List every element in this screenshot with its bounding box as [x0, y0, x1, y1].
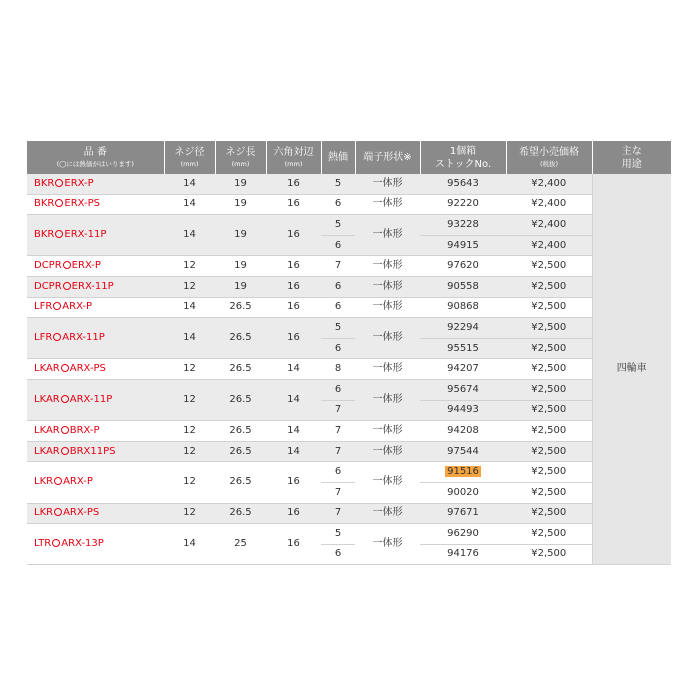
header-row	[27, 141, 671, 174]
part-number	[27, 276, 164, 297]
table-row	[27, 524, 671, 545]
part-number	[27, 524, 164, 565]
stock-number-value: 95643	[447, 177, 479, 189]
part-suffix: ERX-11P	[64, 229, 107, 241]
stock-number: 95515	[420, 338, 506, 359]
part-number	[27, 318, 164, 359]
part-prefix: DCPR	[34, 260, 62, 272]
table-row	[27, 194, 671, 215]
price: ¥2,500	[506, 482, 592, 503]
part-suffix: ARX-11P	[69, 394, 113, 406]
heat-range-placeholder-icon	[55, 230, 63, 238]
table-row	[27, 359, 671, 380]
hex-size: 16	[266, 297, 321, 318]
part-prefix: LKAR	[34, 394, 60, 406]
stock-number: 94493	[420, 400, 506, 421]
terminal-shape: 一体形	[355, 421, 420, 442]
part-prefix: DCPR	[34, 280, 62, 292]
header-main-use: 主な 用途	[592, 141, 671, 174]
thread-diameter: 12	[164, 503, 215, 524]
stock-number	[420, 276, 506, 297]
stock-number	[420, 379, 506, 400]
header-thread-length: ネジ長 (mm)	[215, 141, 266, 174]
price: ¥2,400	[506, 174, 592, 194]
thread-diameter: 12	[164, 462, 215, 503]
thread-diameter: 12	[164, 359, 215, 380]
price: ¥2,500	[506, 318, 592, 339]
heat-range: 6	[321, 235, 355, 256]
stock-number	[420, 359, 506, 380]
stock-number-value: 95674	[447, 383, 479, 395]
price: ¥2,400	[506, 215, 592, 236]
price: ¥2,500	[506, 400, 592, 421]
stock-number	[420, 256, 506, 277]
terminal-shape: 一体形	[355, 359, 420, 380]
header-price: 希望小売価格 (税抜)	[506, 141, 592, 174]
part-number	[27, 379, 164, 420]
table-row	[27, 503, 671, 524]
thread-length: 25	[215, 524, 266, 565]
header-part-no: 品 番 (◯には熱価がはいります)	[27, 141, 164, 174]
header-thread-diameter: ネジ径 (mm)	[164, 141, 215, 174]
stock-number-value: 97671	[447, 507, 479, 519]
part-suffix: ERX-P	[64, 177, 94, 189]
spark-plug-spec-table	[27, 141, 671, 565]
heat-range: 7	[321, 400, 355, 421]
heat-range-placeholder-icon	[54, 477, 62, 485]
terminal-shape: 一体形	[355, 297, 420, 318]
table-row	[27, 276, 671, 297]
part-prefix: LKAR	[34, 424, 60, 436]
terminal-shape: 一体形	[355, 256, 420, 277]
heat-range-placeholder-icon	[52, 539, 60, 547]
part-number	[27, 462, 164, 503]
heat-range-placeholder-icon	[61, 447, 69, 455]
heat-range-placeholder-icon	[63, 282, 71, 290]
table-row	[27, 256, 671, 277]
heat-range: 6	[321, 194, 355, 215]
header-heat-range: 熱価	[321, 141, 355, 174]
thread-length: 19	[215, 194, 266, 215]
stock-number	[420, 421, 506, 442]
table-row	[27, 174, 671, 194]
hex-size: 14	[266, 441, 321, 462]
part-number	[27, 503, 164, 524]
thread-diameter: 14	[164, 174, 215, 194]
heat-range: 6	[321, 297, 355, 318]
stock-number-value: 97544	[447, 445, 479, 457]
price: ¥2,500	[506, 503, 592, 524]
thread-length: 26.5	[215, 441, 266, 462]
terminal-shape: 一体形	[355, 379, 420, 420]
price: ¥2,500	[506, 544, 592, 565]
stock-number	[420, 524, 506, 545]
part-number	[27, 256, 164, 277]
part-suffix: ERX-11P	[71, 280, 114, 292]
part-prefix: LKR	[34, 507, 54, 519]
price: ¥2,400	[506, 194, 592, 215]
price: ¥2,500	[506, 524, 592, 545]
stock-number-value: 92220	[447, 198, 479, 210]
part-suffix: ARX-P	[63, 476, 93, 488]
hex-size: 16	[266, 524, 321, 565]
heat-range: 7	[321, 482, 355, 503]
table-row	[27, 421, 671, 442]
hex-size: 16	[266, 194, 321, 215]
price: ¥2,500	[506, 441, 592, 462]
part-prefix: LKAR	[34, 363, 60, 375]
price: ¥2,500	[506, 338, 592, 359]
thread-length: 19	[215, 174, 266, 194]
thread-length: 26.5	[215, 379, 266, 420]
stock-number-value: 93228	[447, 218, 479, 230]
heat-range-placeholder-icon	[61, 364, 69, 372]
heat-range: 6	[321, 338, 355, 359]
heat-range-placeholder-icon	[61, 426, 69, 434]
stock-number	[420, 441, 506, 462]
thread-diameter: 14	[164, 318, 215, 359]
part-number	[27, 297, 164, 318]
heat-range: 7	[321, 421, 355, 442]
part-suffix: ARX-P	[62, 301, 93, 313]
hex-size: 14	[266, 379, 321, 420]
thread-length: 26.5	[215, 318, 266, 359]
heat-range-placeholder-icon	[63, 261, 71, 269]
table-row	[27, 215, 671, 236]
thread-length: 19	[215, 276, 266, 297]
price: ¥2,500	[506, 297, 592, 318]
stock-number-value: 90558	[447, 280, 479, 292]
table-row	[27, 318, 671, 339]
thread-diameter: 14	[164, 524, 215, 565]
header-hex-size: 六角対辺 (mm)	[266, 141, 321, 174]
heat-range: 6	[321, 544, 355, 565]
price: ¥2,400	[506, 235, 592, 256]
part-prefix: LKR	[34, 476, 54, 488]
hex-size: 16	[266, 462, 321, 503]
thread-length: 26.5	[215, 359, 266, 380]
heat-range-placeholder-icon	[54, 508, 62, 516]
stock-number	[420, 503, 506, 524]
part-prefix: LTR	[34, 538, 52, 550]
terminal-shape: 一体形	[355, 276, 420, 297]
table-row	[27, 297, 671, 318]
price: ¥2,500	[506, 276, 592, 297]
stock-number	[420, 215, 506, 236]
part-suffix: ARX-PS	[69, 363, 106, 375]
thread-diameter: 12	[164, 441, 215, 462]
table-row	[27, 379, 671, 400]
thread-diameter: 12	[164, 276, 215, 297]
thread-diameter: 12	[164, 421, 215, 442]
stock-number-value: 94208	[447, 424, 479, 436]
stock-number	[420, 462, 506, 483]
terminal-shape: 一体形	[355, 441, 420, 462]
hex-size: 16	[266, 256, 321, 277]
stock-number-value: 91516	[447, 466, 479, 478]
thread-length: 26.5	[215, 462, 266, 503]
stock-number-value: 92294	[447, 321, 479, 333]
part-prefix: BKR	[34, 229, 55, 241]
heat-range-placeholder-icon	[53, 333, 61, 341]
price: ¥2,500	[506, 379, 592, 400]
hex-size: 16	[266, 318, 321, 359]
part-suffix: ERX-PS	[64, 198, 100, 210]
stock-number-value: 96290	[447, 527, 479, 539]
heat-range: 7	[321, 256, 355, 277]
stock-number	[420, 318, 506, 339]
hex-size: 14	[266, 421, 321, 442]
thread-diameter: 14	[164, 215, 215, 256]
part-prefix: LFR	[34, 332, 53, 344]
header-stock-no: 1個箱 ストックNo.	[420, 141, 506, 174]
stock-number	[420, 174, 506, 194]
heat-range: 5	[321, 215, 355, 236]
stock-number: 90020	[420, 482, 506, 503]
hex-size: 14	[266, 359, 321, 380]
part-number	[27, 421, 164, 442]
stock-number-value: 90868	[447, 301, 479, 313]
heat-range: 6	[321, 379, 355, 400]
part-suffix: ARX-11P	[62, 332, 105, 344]
stock-number-value: 94207	[447, 363, 479, 375]
part-prefix: LFR	[34, 301, 53, 313]
price: ¥2,500	[506, 421, 592, 442]
hex-size: 16	[266, 174, 321, 194]
part-suffix: BRX11PS	[69, 445, 116, 457]
thread-length: 26.5	[215, 503, 266, 524]
price: ¥2,500	[506, 462, 592, 483]
price: ¥2,500	[506, 359, 592, 380]
heat-range-placeholder-icon	[55, 199, 63, 207]
part-number	[27, 194, 164, 215]
part-number	[27, 174, 164, 194]
terminal-shape: 一体形	[355, 524, 420, 565]
terminal-shape: 一体形	[355, 503, 420, 524]
thread-diameter: 14	[164, 194, 215, 215]
terminal-shape: 一体形	[355, 215, 420, 256]
terminal-shape: 一体形	[355, 462, 420, 503]
header-terminal: 端子形状※	[355, 141, 420, 174]
hex-size: 16	[266, 503, 321, 524]
part-suffix: ARX-PS	[63, 507, 100, 519]
hex-size: 16	[266, 276, 321, 297]
stock-number	[420, 194, 506, 215]
terminal-shape: 一体形	[355, 318, 420, 359]
terminal-shape: 一体形	[355, 174, 420, 194]
heat-range: 5	[321, 174, 355, 194]
part-prefix: BKR	[34, 177, 55, 189]
part-number	[27, 215, 164, 256]
table-row	[27, 462, 671, 483]
part-suffix: ERX-P	[71, 260, 101, 272]
stock-number	[420, 297, 506, 318]
heat-range: 8	[321, 359, 355, 380]
stock-number-value: 97620	[447, 260, 479, 272]
table-body	[27, 174, 671, 565]
thread-length: 26.5	[215, 421, 266, 442]
heat-range: 6	[321, 276, 355, 297]
table-row	[27, 441, 671, 462]
thread-diameter: 12	[164, 379, 215, 420]
heat-range: 5	[321, 318, 355, 339]
part-prefix: BKR	[34, 198, 55, 210]
thread-diameter: 12	[164, 256, 215, 277]
part-prefix: LKAR	[34, 445, 60, 457]
part-number	[27, 359, 164, 380]
main-use: 四輪車	[592, 174, 671, 565]
heat-range-placeholder-icon	[61, 395, 69, 403]
heat-range-placeholder-icon	[55, 179, 63, 187]
stock-number: 94176	[420, 544, 506, 565]
thread-diameter: 14	[164, 297, 215, 318]
heat-range: 7	[321, 503, 355, 524]
heat-range: 6	[321, 462, 355, 483]
heat-range: 7	[321, 441, 355, 462]
stock-number: 94915	[420, 235, 506, 256]
thread-length: 19	[215, 215, 266, 256]
thread-length: 19	[215, 256, 266, 277]
heat-range: 5	[321, 524, 355, 545]
price: ¥2,500	[506, 256, 592, 277]
part-number	[27, 441, 164, 462]
hex-size: 16	[266, 215, 321, 256]
part-suffix: ARX-13P	[61, 538, 104, 550]
thread-length: 26.5	[215, 297, 266, 318]
terminal-shape: 一体形	[355, 194, 420, 215]
heat-range-placeholder-icon	[53, 302, 61, 310]
part-suffix: BRX-P	[69, 424, 100, 436]
